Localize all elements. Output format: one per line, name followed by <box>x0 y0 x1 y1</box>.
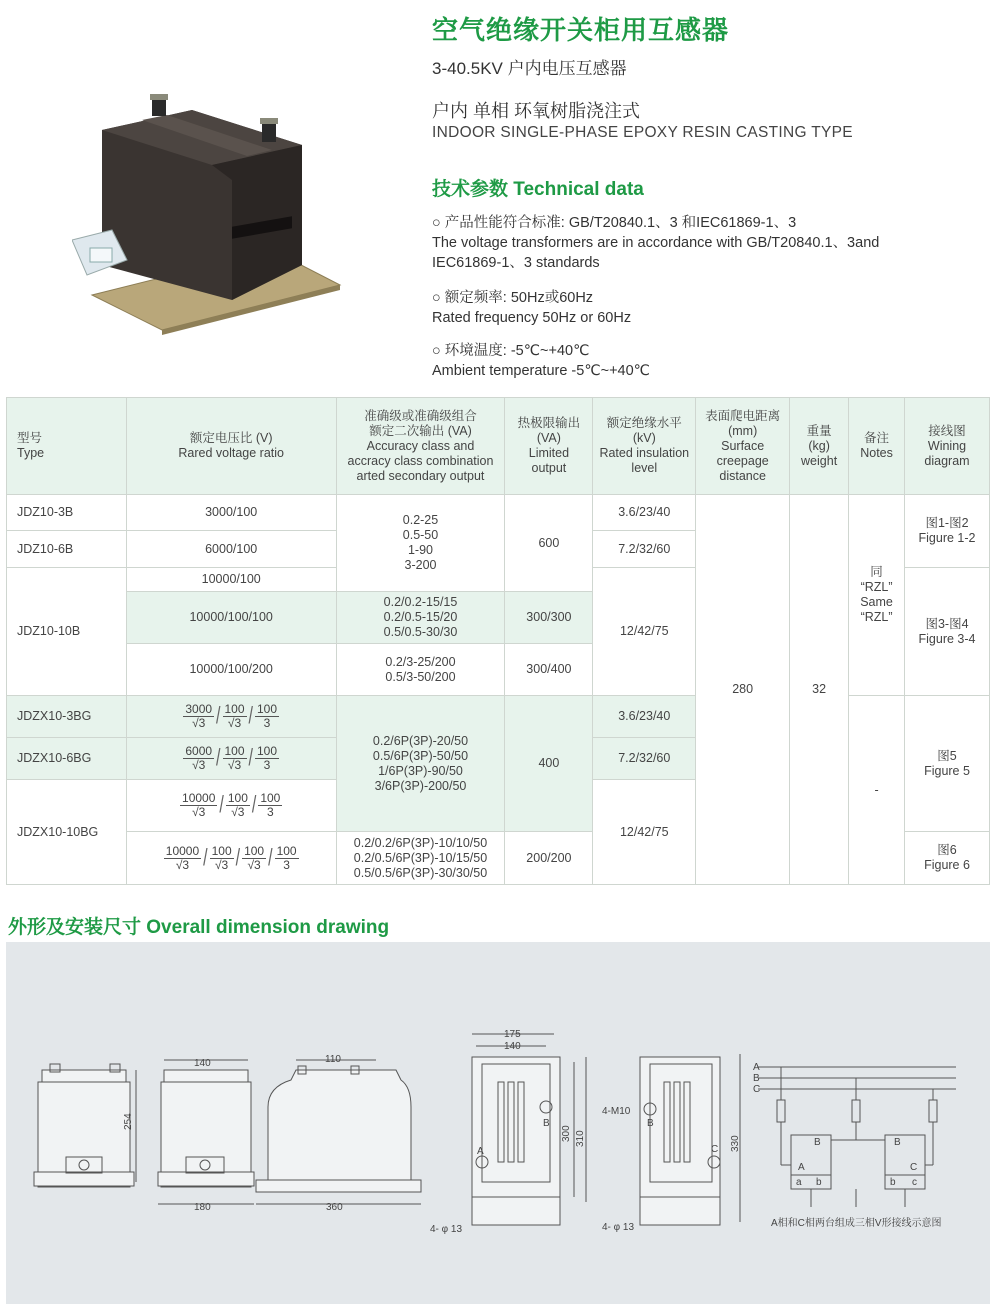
insulation-cell: 12/42/75 <box>593 568 696 696</box>
bus-c: C <box>753 1084 761 1095</box>
spec-table <box>6 397 990 885</box>
insulation-cell: 3.6/23/40 <box>593 495 696 531</box>
header-thermal: 热极限输出 (VA) Limited output <box>505 398 593 495</box>
notes-cell: - <box>849 696 905 885</box>
header-creepage: 表面爬电距离 (mm) Surface creepage distance <box>696 398 790 495</box>
thermal-cell: 300/400 <box>505 644 593 696</box>
spec-frequency-en: Rated frequency 50Hz or 60Hz <box>432 310 632 326</box>
ratio-cell: 10000/100/100 <box>126 592 336 644</box>
spec-frequency-cn: ○ 额定频率: 50Hz或60Hz <box>432 290 594 306</box>
type-cell: JDZX10-3BG <box>7 696 127 738</box>
insulation-cell: 7.2/32/60 <box>593 738 696 780</box>
side-view-figure <box>34 1064 136 1187</box>
ratio-cell: $\frac{10000}{√3}$ / $\frac{100}{√3}$ / $\frac{100}{3}$ <box>126 780 336 832</box>
pt2-b: B <box>894 1137 901 1148</box>
insulation-cell: 3.6/23/40 <box>593 696 696 738</box>
spec-standard-cn: ○ 产品性能符合标准: GB/T20840.1、3 和IEC61869-1、3 <box>432 215 797 231</box>
spec-standard-en1: The voltage transformers are in accordance with GB/T20840.1、3and <box>432 235 880 251</box>
wiring-diagram-figure <box>758 1067 956 1207</box>
accuracy-cell: 0.2/0.2-15/15 0.2/0.5-15/20 0.5/0.5-30/30 <box>336 592 505 644</box>
table-header-row <box>7 398 990 495</box>
insulation-cell: 7.2/32/60 <box>593 531 696 568</box>
technical-data-heading: 技术参数 Technical data <box>432 179 644 200</box>
bus-a: A <box>753 1062 760 1073</box>
spec-temperature-cn: ○ 环境温度: -5℃~+40℃ <box>432 343 590 359</box>
ratio-cell: $\frac{3000}{√3}$ / $\frac{100}{√3}$ / $\frac{100}{3}$ <box>126 696 336 738</box>
ratio-cell: 6000/100 <box>126 531 336 568</box>
pt1-a: A <box>798 1162 805 1173</box>
header-ratio: 额定电压比 (V) Rared voltage ratio <box>126 398 336 495</box>
dim-300: 300 <box>561 1125 572 1142</box>
type-cell: JDZX10-6BG <box>7 738 127 780</box>
pt2-c: C <box>910 1162 918 1173</box>
pt2-sb: b <box>890 1177 896 1188</box>
dim-180: 180 <box>194 1202 211 1213</box>
front-view-figure <box>158 1060 254 1204</box>
pt2-sc: c <box>912 1177 917 1188</box>
product-type-en: INDOOR SINGLE-PHASE EPOXY RESIN CASTING TYPE <box>432 124 853 141</box>
pt1-b: B <box>814 1137 821 1148</box>
top-view-figure-2 <box>640 1054 740 1225</box>
header-notes: 备注 Notes <box>849 398 905 495</box>
dim-140a: 140 <box>194 1058 211 1069</box>
thermal-cell: 300/300 <box>505 592 593 644</box>
header-wiring: 接线图 Wining diagram <box>905 398 990 495</box>
dim-110: 110 <box>325 1054 341 1065</box>
header-insulation: 额定绝缘水平 (kV) Rated insulation level <box>593 398 696 495</box>
notes-cell: 同 “RZL” Same “RZL” <box>849 495 905 696</box>
type-cell: JDZ10-6B <box>7 531 127 568</box>
dim-310: 310 <box>575 1130 586 1147</box>
hole-label-2: 4- φ 13 <box>602 1222 635 1233</box>
terminal-b2: B <box>647 1118 654 1129</box>
wiring-cell: 图3-图4 Figure 3-4 <box>905 568 990 696</box>
product-type-cn: 户内 单相 环氧树脂浇注式 <box>432 101 641 121</box>
product-photo <box>72 90 352 335</box>
accuracy-cell: 0.2/6P(3P)-20/50 0.5/6P(3P)-50/50 1/6P(3P)-90/50 3/6P(3P)-200/50 <box>336 696 505 832</box>
spec-standard <box>432 213 879 273</box>
type-cell: JDZX10-10BG <box>7 780 127 885</box>
thermal-cell: 400 <box>505 696 593 832</box>
creepage-cell: 280 <box>696 495 790 885</box>
spec-temperature-en: Ambient temperature -5℃~+40℃ <box>432 363 650 379</box>
spec-temperature <box>432 341 650 381</box>
header-type: 型号 Type <box>7 398 127 495</box>
page-title: 空气绝缘开关柜用互感器 <box>432 15 730 45</box>
m10-label: 4-M10 <box>602 1106 631 1117</box>
terminal-a: A <box>477 1146 484 1157</box>
thermal-cell: 600 <box>505 495 593 592</box>
dim-360: 360 <box>326 1202 343 1213</box>
bus-b: B <box>753 1073 760 1084</box>
ratio-cell: 3000/100 <box>126 495 336 531</box>
type-cell: JDZ10-3B <box>7 495 127 531</box>
type-cell: JDZ10-10B <box>7 568 127 696</box>
dim-254: 254 <box>123 1113 134 1130</box>
wiring-caption: A相和C相两台组成三相V形接线示意图 <box>771 1218 942 1229</box>
terminal-b: B <box>543 1118 550 1129</box>
wiring-cell: 图5 Figure 5 <box>905 696 990 832</box>
weight-cell: 32 <box>790 495 849 885</box>
ratio-cell: $\frac{6000}{√3}$ / $\frac{100}{√3}$ / $\frac{100}{3}$ <box>126 738 336 780</box>
insulation-cell: 12/42/75 <box>593 780 696 885</box>
hole-label-1: 4- φ 13 <box>430 1224 463 1235</box>
wiring-cell: 图1-图2 Figure 1-2 <box>905 495 990 568</box>
dimension-heading: 外形及安装尺寸 Overall dimension drawing <box>8 917 390 938</box>
dim-330: 330 <box>730 1135 741 1152</box>
terminal-c: C <box>711 1144 719 1155</box>
header-accuracy: 准确级或准确级组合 额定二次输出 (VA) Accuracy class and accracy class combination arted secondary output <box>336 398 505 495</box>
accuracy-cell: 0.2-25 0.5-50 1-90 3-200 <box>336 495 505 592</box>
accuracy-cell: 0.2/3-25/200 0.5/3-50/200 <box>336 644 505 696</box>
length-view-figure <box>256 1060 421 1204</box>
spec-standard-en2: IEC61869-1、3 standards <box>432 255 600 271</box>
spec-frequency <box>432 288 631 328</box>
pt1-sa: a <box>796 1177 802 1188</box>
dim-175: 175 <box>504 1029 521 1040</box>
thermal-cell: 200/200 <box>505 832 593 885</box>
ratio-cell: 10000/100/200 <box>126 644 336 696</box>
pt1-sb: b <box>816 1177 822 1188</box>
accuracy-cell: 0.2/0.2/6P(3P)-10/10/50 0.2/0.5/6P(3P)-10/15/50 0.5/0.5/6P(3P)-30/30/50 <box>336 832 505 885</box>
wiring-cell: 图6 Figure 6 <box>905 832 990 885</box>
ratio-cell: 10000/100 <box>126 568 336 592</box>
product-subtitle: 3-40.5KV 户内电压互感器 <box>432 59 627 78</box>
ratio-cell: $\frac{10000}{√3}$ / $\frac{100}{√3}$ / $\frac{100}{√3}$ / $\frac{100}{3}$ <box>126 832 336 885</box>
dimension-drawing <box>6 942 990 1304</box>
dim-140b: 140 <box>504 1041 521 1052</box>
header-weight: 重量 (kg) weight <box>790 398 849 495</box>
table-row <box>7 495 990 531</box>
